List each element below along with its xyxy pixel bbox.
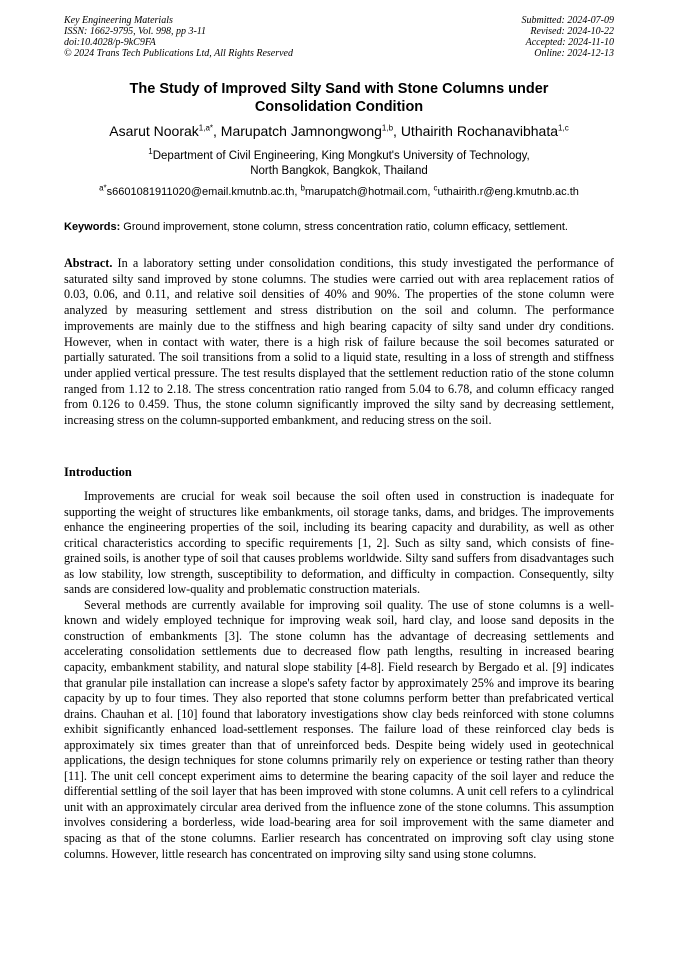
email-link[interactable]: uthairith.r@eng.kmutnb.ac.th	[437, 186, 579, 198]
date-revised: Revised: 2024-10-22	[530, 26, 614, 37]
copyright: © 2024 Trans Tech Publications Ltd, All Rights Reserved	[64, 48, 293, 59]
affiliation-line-1: Department of Civil Engineering, King Mongkut's University of Technology,	[152, 150, 530, 162]
email-separator: ,	[294, 186, 301, 198]
keywords	[64, 220, 614, 234]
author-name: Uthairith Rochanavibhata	[400, 123, 559, 139]
title-line-2: Consolidation Condition	[254, 99, 424, 115]
affiliation	[64, 149, 614, 179]
author-separator: ,	[213, 123, 221, 139]
introduction-body	[64, 489, 614, 862]
abstract-text: In a laboratory setting under consolidation conditions, this study investigated the performance of saturated silty sand improved by stone columns. The studies were carried out with area replacement ratios of 0.03, 0.06, and 0.11, and relative soil densities of 40% and 90%. The properties of the stone column were analyzed by measuring settlement and stress distribution on the soil and column. The performance improvements are mainly due to the stiffness and high bearing capacity of silty sand under dry conditions. However, when in contact with water, there is a high risk of failure because the soil becomes saturated or partially saturated. The soil transitions from a solid to a liquid state, resulting in a loss of strength and stiffness under applied vertical pressure. The test results displayed that the settlement reduction ratio of the stone column ranged from 1.12 to 2.18. The stress concentration ratio ranged from 5.04 to 6.78, and column efficacy ranged from 0.126 to 0.459. Thus, the stone column significantly improved the silty sand by decreasing settlement, increasing stress on the column-supported embankment, and reducing stress on the soil.	[64, 256, 614, 428]
author-affil-mark: 1,a*	[198, 123, 214, 133]
email-separator: ,	[427, 186, 434, 198]
email-link[interactable]: s6601081911020@email.kmutnb.ac.th	[106, 186, 295, 198]
abstract-label: Abstract.	[64, 256, 113, 270]
paragraph: Improvements are crucial for weak soil because the soil often used in construction is inadequate for supporting the weight of structures like embankments, oil storage tanks, dams, and bridges. The improvements enhance the engineering properties of the soil, including its bearing capacity and durability, as well as other critical characteristics according to specific requirements [1, 2]. Such as silty sand, which consists of fine-grained soils, is another type of soil that causes problems worldwide. Silty sand suffers from disadvantages such as low stability, low strength, susceptibility to deformation, and difficulty in compaction. Consequently, silty sands are considered low-quality and problematic construction materials.	[64, 489, 614, 597]
paper-title	[64, 80, 614, 116]
journal-issn: ISSN: 1662-9795, Vol. 998, pp 3-11	[64, 26, 207, 37]
journal-doi: doi:10.4028/p-9kC9FA	[64, 37, 156, 48]
author-name: Asarut Noorak	[109, 123, 199, 139]
email-mark: c	[433, 183, 438, 193]
author-separator: ,	[393, 123, 401, 139]
email-mark: a*	[99, 183, 107, 193]
email-mark: b	[300, 183, 305, 193]
journal-info	[64, 15, 293, 59]
abstract	[64, 256, 614, 429]
section-heading-introduction: Introduction	[64, 465, 132, 479]
author-list	[50, 122, 628, 140]
affiliation-line-2: North Bangkok, Bangkok, Thailand	[250, 165, 428, 177]
author-affil-mark: 1,c	[558, 123, 569, 133]
publication-dates	[522, 15, 615, 59]
date-accepted: Accepted: 2024-11-10	[525, 37, 614, 48]
email-link[interactable]: marupatch@hotmail.com	[304, 186, 428, 198]
author-emails	[40, 185, 638, 199]
keywords-text: Ground improvement, stone column, stress concentration ratio, column efficacy, settlement.	[120, 221, 568, 233]
paragraph: Several methods are currently available for improving soil quality. The use of stone columns is a well-known and widely employed technique for improving weak soil, hard clay, and loose sand deposits in the construction of embankments [3]. The stone column has the advantage of decreasing settlements and accelerating consolidation settlements due to decreased flow path lengths, resulting in increased bearing capacity, embankment stability, and natural slope stability [4-8]. Field research by Bergado et al. [9] indicates that granular pile installation can increase a slope's safety factor by approximately 25% and improve its bearing capacity by up to four times. They also reported that stone columns perform better than prefabricated vertical drains. Chauhan et al. [10] found that laboratory investigations show clay beds reinforced with stone columns exhibit significantly enhanced load-settlement responses. The failure load of these reinforced clay beds is approximately six times greater than that of unreinforced beds. Despite being widely used in geotechnical applications, the design techniques for stone columns primarily rely on experience or testing rather than theory [11]. The unit cell concept experiment aims to determine the bearing capacity of the soil layer and reduce the differential settling of the soil layer that has been improved with stone columns. A unit cell refers to a cylindrical unit with an approximately circular area derived from the influence zone of the stone columns. This assumption involves considering a borderless, wide load-bearing area for soil improvement with the same diameter and spacing as that of the stone columns. Earlier research has concentrated on improving soft clay using stone columns. However, little research has concentrated on improving silty sand using stone columns.	[64, 597, 614, 861]
title-line-1: The Study of Improved Silty Sand with Stone Columns under	[129, 81, 549, 97]
date-online: Online: 2024-12-13	[534, 48, 614, 59]
keywords-label: Keywords:	[64, 221, 121, 233]
author-affil-mark: 1,b	[381, 123, 394, 133]
author-name: Marupatch Jamnongwong	[220, 123, 382, 139]
journal-name: Key Engineering Materials	[64, 15, 173, 26]
affiliation-mark: 1	[148, 147, 153, 157]
date-submitted: Submitted: 2024-07-09	[521, 15, 614, 26]
